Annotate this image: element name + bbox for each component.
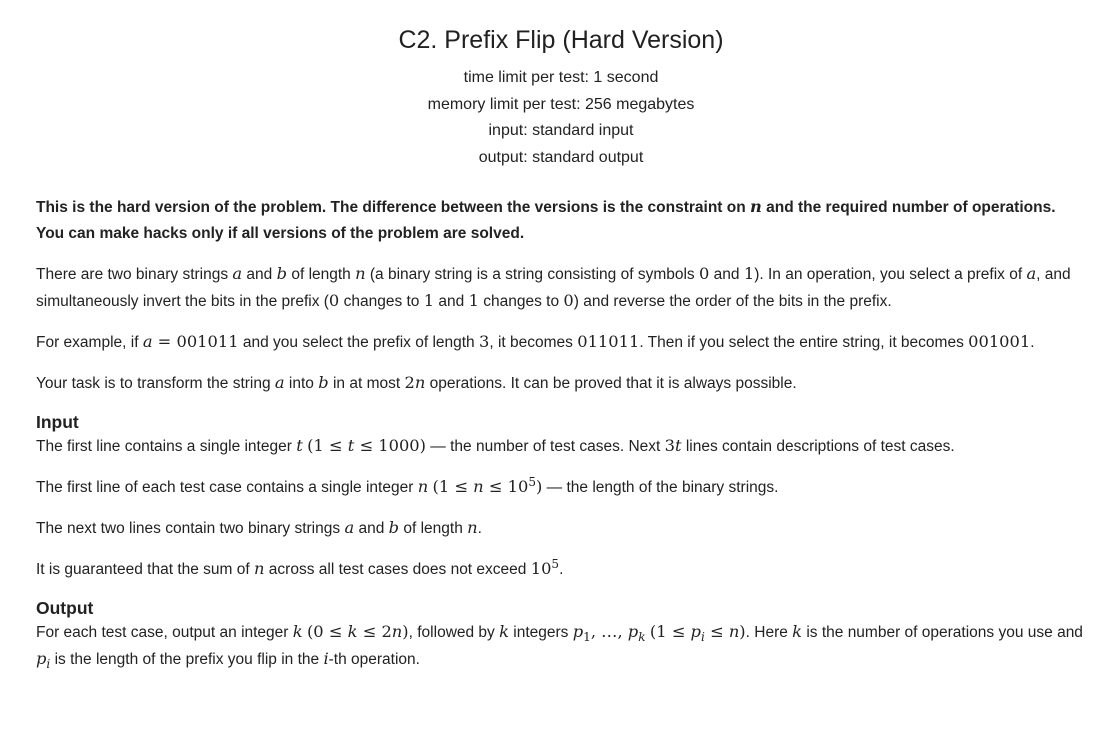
text-run: — the length of the binary strings. (542, 479, 779, 496)
math-run: 10 (530, 559, 552, 578)
math-run: n (473, 477, 484, 496)
math-run: a (1026, 264, 1037, 283)
text-run: integers (508, 624, 573, 641)
math-run: 1 (468, 291, 479, 310)
input-paragraph-2 (36, 474, 1086, 501)
problem-meta (36, 65, 1086, 171)
text-run: The next two lines contain two binary strings (36, 520, 345, 537)
legend-paragraph-1 (36, 261, 1086, 315)
text-run: changes to (478, 293, 564, 310)
problem-statement (36, 194, 1086, 673)
math-run: 0 (328, 291, 340, 310)
math-run: a (232, 264, 243, 283)
output-section-title: Output (36, 598, 94, 618)
math-run: k (638, 630, 646, 645)
problem-title: C2. Prefix Flip (Hard Version) (398, 26, 724, 54)
text-run: and you select the prefix of length (238, 334, 479, 351)
text-run: and (434, 293, 469, 310)
text-run: , it becomes (489, 334, 578, 351)
text-run: The first line contains a single integer (36, 438, 297, 455)
text-run: It is guaranteed that the sum of (36, 561, 254, 578)
output-paragraph-1 (36, 619, 1086, 673)
math-run: b (276, 264, 288, 283)
text-run: changes to (339, 293, 424, 310)
math-run: = 001011 (152, 332, 239, 351)
math-run: (1 ≤ (432, 477, 474, 496)
math-run: n (750, 197, 762, 216)
math-run: n (467, 518, 478, 537)
math-run: p (36, 649, 47, 668)
math-run: k (792, 622, 803, 641)
math-run: 0 (563, 291, 574, 310)
math-run: (1 ≤ (307, 436, 348, 455)
math-run: 2 (404, 373, 415, 392)
math-run: n (254, 559, 265, 578)
text-run: (a binary string is a string consisting of symbols (365, 266, 699, 283)
text-run: , followed by (408, 624, 500, 641)
math-run: (1 ≤ (649, 622, 691, 641)
math-run: t (296, 436, 303, 455)
math-run: i (700, 630, 705, 645)
text-run: of length (399, 520, 468, 537)
math-run: n (414, 373, 426, 392)
text-run: — the number of test cases. Next (426, 438, 665, 455)
math-run: 3 (478, 332, 490, 351)
text-run: is the length of the prefix you flip in the (50, 651, 324, 668)
math-run: b (318, 373, 329, 392)
text-run: . Here (745, 624, 793, 641)
math-run: ) (536, 477, 543, 496)
legend-paragraph-3 (36, 370, 1086, 397)
text-run: and (709, 266, 744, 283)
math-run: 3 (664, 436, 675, 455)
text-run: and the required number of operations. You can make hacks only if all versions of the problem are solved. (36, 199, 1056, 242)
math-run: 1 (583, 630, 591, 645)
math-run: ≤ 1000) (354, 436, 426, 455)
math-run: 0 (698, 264, 710, 283)
math-run: p (627, 622, 639, 641)
text-run: ). In an operation, you select a prefix of (754, 266, 1027, 283)
text-run: Your task is to transform the string (36, 375, 275, 392)
input-paragraph-4 (36, 556, 1086, 583)
math-run: 5 (528, 474, 536, 489)
text-run: in at most (328, 375, 405, 392)
text-run: This is the hard version of the problem. The difference between the versions is the constraint on (36, 199, 750, 216)
math-run: n (355, 264, 366, 283)
text-run: lines contain descriptions of test cases. (681, 438, 955, 455)
text-run: across all test cases does not exceed (264, 561, 531, 578)
text-run: ) and reverse the order of the bits in the prefix. (573, 293, 892, 310)
math-run: 011011 (577, 332, 640, 351)
math-run: (0 ≤ (306, 622, 348, 641)
math-run: i (323, 649, 329, 668)
text-run: . Then if you select the entire string, it becomes (639, 334, 969, 351)
math-run: t (675, 436, 682, 455)
text-run: into (284, 375, 319, 392)
math-run: p (690, 622, 701, 641)
time-limit: time limit per test: 1 second (463, 69, 659, 86)
problem-header (36, 25, 1086, 171)
text-run: and (354, 520, 389, 537)
math-run: a (142, 332, 153, 351)
math-run: a (344, 518, 355, 537)
math-run: p (572, 622, 584, 641)
text-run: For example, if (36, 334, 143, 351)
math-run: k (347, 622, 358, 641)
math-run: n (391, 622, 403, 641)
text-run: For each test case, output an integer (36, 624, 293, 641)
math-run: a (274, 373, 285, 392)
math-run: , …, (590, 622, 628, 641)
math-run: 1 (423, 291, 435, 310)
output-file: output: standard output (478, 148, 644, 166)
math-run: ≤ (704, 622, 729, 641)
math-run: 5 (551, 556, 560, 571)
text-run: The first line of each test case contains a single integer (36, 479, 418, 496)
text-run: . (477, 520, 482, 537)
text-run: -th operation. (328, 651, 420, 668)
text-run: and (242, 266, 277, 283)
math-run: 1 (743, 264, 755, 283)
math-run: t (347, 436, 355, 455)
text-run: . (1030, 334, 1035, 351)
math-run: ≤ 2 (357, 622, 392, 641)
text-run: There are two binary strings (36, 266, 233, 283)
legend-note (36, 194, 1086, 247)
math-run: n (728, 622, 740, 641)
math-run: 001001 (968, 332, 1031, 351)
math-run: b (388, 518, 400, 537)
math-run: ≤ 10 (483, 477, 529, 496)
memory-limit: memory limit per test: 256 megabytes (427, 95, 695, 113)
input-section-title: Input (36, 412, 79, 432)
input-paragraph-1 (36, 433, 1086, 460)
input-paragraph-3 (36, 515, 1086, 542)
math-run: n (417, 477, 429, 496)
text-run: , and simultaneously invert the bits in the prefix ( (36, 266, 1071, 310)
text-run: operations. It can be proved that it is always possible. (425, 375, 797, 392)
math-run: k (292, 622, 303, 641)
legend-paragraph-2 (36, 329, 1086, 356)
math-run: ) (402, 622, 409, 641)
math-run: ) (739, 622, 746, 641)
math-run: k (499, 622, 509, 641)
text-run: . (559, 561, 564, 578)
text-run: of length (287, 266, 356, 283)
input-file: input: standard input (488, 122, 634, 139)
math-run: i (46, 657, 51, 672)
text-run: is the number of operations you use and (802, 624, 1083, 641)
